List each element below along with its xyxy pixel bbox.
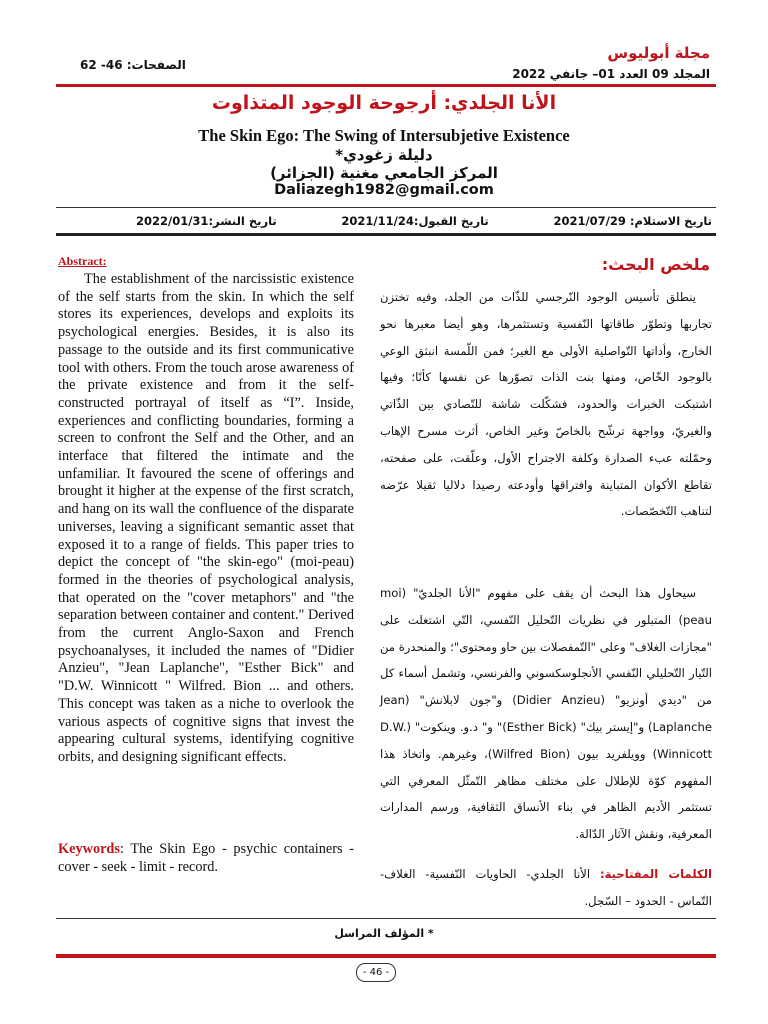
header-rule [56, 84, 716, 87]
page-range: الصفحات: 46- 62 [80, 58, 186, 72]
footnote-rule [56, 918, 716, 919]
page-number: - 46 - [356, 963, 396, 982]
title-english: The Skin Ego: The Swing of Intersubjetive Existence [198, 126, 570, 145]
footnote: * المؤلف المراسل [334, 927, 434, 940]
footer-rule [56, 954, 716, 958]
abstract-label: Abstract: [58, 254, 107, 268]
abstract-text: The establishment of the narcissistic existence of the self starts from the skin. In which the self stores its experiences, develops and exploits its psychological energies. Besides, it is also its passage to the outside and its first communicative tool with others. From the touch arose awareness of the private existence and from it the self-constructed portrayal of itself as “I”. Inside, experiences and conflicting boundaries, forming a screen to confront the Self and the Other, and an interface that filtered the intimate and the unfamiliar. It favoured the scene of offerings and brought it higher at the expense of the first scratch, and hang on its wall the confluence of the disparate universes, leaving a significant semantic asset that exposed it to a range of fields. This paper tries to depict the concept of "the skin-ego" (moi-peau) formed in the theories of psychological analysis, that operated on the "cover metaphors" and "the separation between container and content." Derived from the current Anglo-Saxon and French psychoanalyses, it included the names of "Didier Anzieu", "Jean Laplanche", "Esther Bick" and "D.W. Winnicott " Wilfred. Bion ... and others. This concept was taken as a niche to overlook the various aspects of cognitive signs that invest the appearing cultural systems, identifying cognitive orbits, and designing significant effects. [58, 271, 354, 765]
author-name: دليلة زغودي* [335, 146, 433, 164]
author-email: Daliazegh1982@gmail.com [274, 182, 494, 198]
arabic-abstract-paragraph-1: ينطلق تأسيس الوجود النّرجسي للذّات من الجلد، وفيه تختزن تجاربها وتطوّر طاقاتها النّفسية وتستثمرها، وهو أيضا معبرها نحو الخارج، وأداتها التّواصلية الأولى مع الغير؛ فمن اللّمسة انبثق الوعي بالوجود الخّاص، ومنها بنت الذات تصوّرها عن نفسها كأنًا؛ وفيها اشتبكت الخبرات والحدود، فشكّلت شاشة للتّصادي بين الذّاتي والغيريّ، وواجهة ترشّح بالخاصّ وغير الخاص، أثرت مسرح الإهاب وحمّلته عبء الصدارة وكلفة الاجتراح الأول، وعلّقت، على صفحته، تقاطع الأكوان المتباينة وافتراقها وأودعته رصيدا دلاليا ثقيلا عرّضه لتناهب التّخصّصات. [380, 290, 712, 519]
published-date: تاريخ النشر:2022/01/31 [136, 214, 277, 228]
dates-row [56, 214, 716, 228]
received-date: تاريخ الاستلام: 2021/07/29 [553, 214, 712, 228]
keywords-list: : The Skin Ego - psychic containers - cover - seek - limit - record. [58, 841, 354, 875]
arabic-keywords-list: الأنا الجلدي- الحاويات النّفسية- الغلاف- التّماس - الحدود – السّجل. [380, 867, 712, 908]
title-arabic: الأنا الجلدي: أرجوحة الوجود المتذاوت [211, 92, 557, 114]
dates-top-rule [56, 207, 716, 208]
dates-bottom-rule [56, 233, 716, 236]
journal-name: مجلة أبوليوس [607, 44, 710, 62]
arabic-keywords-label: الكلمات المفتاحية: [599, 867, 712, 881]
keywords-english [58, 841, 354, 876]
arabic-abstract-paragraph-2: سيحاول هذا البحث أن يقف على مفهوم "الأنا الجلديّ" (moi peau) المتبلور في نظريات التّحليل النّفسي، التّي اشتغلت على "مجازات الغلاف" وعلى "التّمفصلات بين حاو ومحتوى"؛ والمنحدرة من التّيار التّحليلي النّفسي الأنجلوسكسوني والفرنسي، وتشمل أسماء كل من "ديدي أونزيو" (Didier Anzieu) و"جون لابلانش" (Jean Laplanche) و"إيستر بيك" (Esther Bick)" و" د.و. وينكوت" (D.W. Winnicott) وويلفريد بيون (Wilfred Bion)، وغيرهم. واتخاذ هذا المفهوم كوّة للإطلال على مختلف مظاهر التّمثّل المعرفي التي تستثمر الأديم الظاهر في بناء الأنساق الثقافية، ورسم المدارات المعرفية، ونقش الآثار الدّالة. [379, 586, 713, 842]
accepted-date: تاريخ القبول:2021/11/24 [341, 214, 489, 228]
arabic-abstract-title: ملخص البحث: [601, 255, 710, 274]
volume-issue: المجلد 09 العدد 01– جانفي 2022 [512, 67, 710, 81]
author-affiliation: المركز الجامعي مغنية (الجزائر) [270, 164, 498, 182]
keywords-arabic [380, 861, 712, 915]
keywords-label: Keywords [58, 841, 120, 857]
